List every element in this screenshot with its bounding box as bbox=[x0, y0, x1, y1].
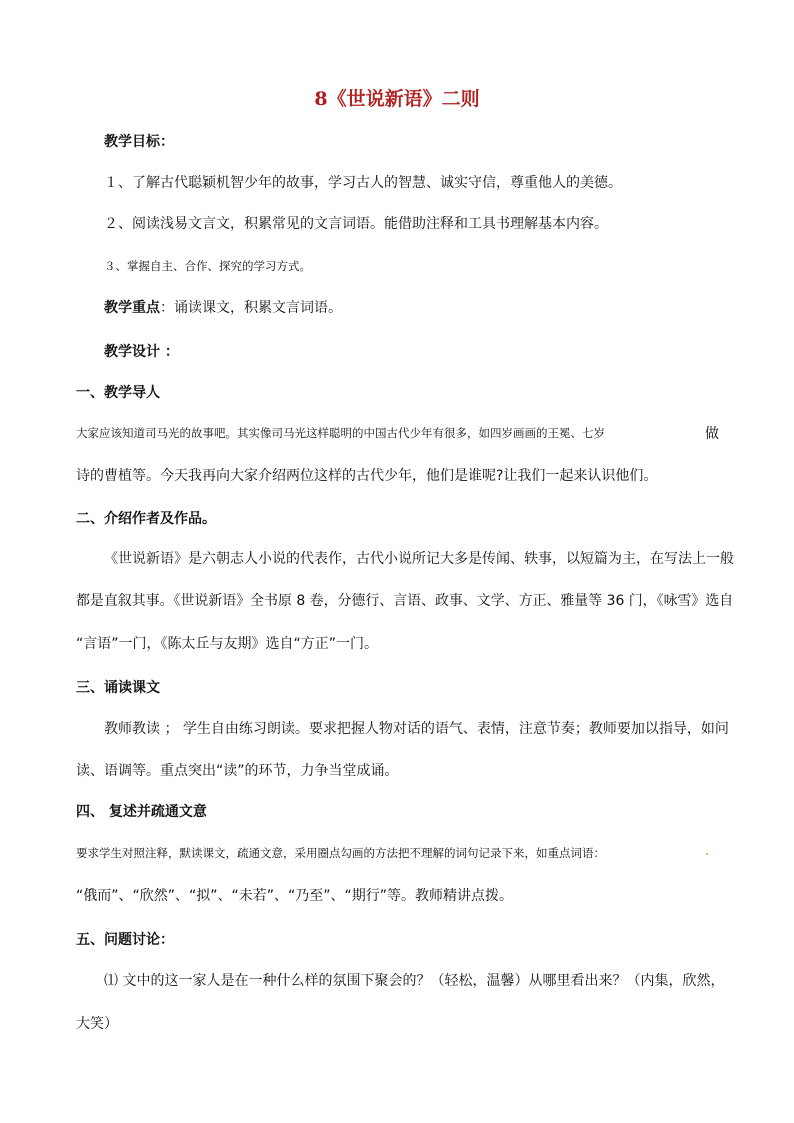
section-1-heading: 一、教学导人 bbox=[76, 385, 160, 401]
goal-item-1: １、了解古代聪颖机智少年的故事，学习古人的智慧、诚实守信，尊重他人的美德。 bbox=[104, 175, 622, 191]
design-heading: 教学设计 ： bbox=[104, 344, 179, 360]
page-title: 8《世说新语》二则 bbox=[314, 88, 480, 110]
goals-heading: 教学目标： bbox=[104, 134, 174, 150]
goal-item-3: ３、掌握自主、合作、探究的学习方式。 bbox=[104, 259, 311, 273]
section-5-line-1: ⑴ 文中的这一家人是在一种什么样的氛围下聚会的？（轻松，温馨）从哪里看出来？（内集，欣然， bbox=[104, 973, 725, 989]
section-4-dot: . bbox=[705, 843, 710, 859]
section-2-line-2: 都是直叙其事。《世说新语》全书原 8 卷，分德行、言语、政事、文学、方正、雅量等 36 门，《咏雪》选自 bbox=[76, 593, 734, 609]
teaching-focus-label: 教学重点 bbox=[104, 300, 160, 316]
section-1-line-2: 诗的曹植等。今天我再向大家介绍两位这样的古代少年，他们是谁呢?让我们一起来认识他们。 bbox=[76, 468, 658, 484]
section-1-line-1: 大家应该知道司马光的故事吧。其实像司马光这样聪明的中国古代少年有很多，如四岁画画的王冕、七岁 bbox=[76, 426, 605, 440]
section-5-line-2: 大笑） bbox=[76, 1016, 118, 1032]
section-2-line-1: 《世说新语》是六朝志人小说的代表作，古代小说所记大多是传闻、轶事，以短篇为主，在写法上一般 bbox=[104, 551, 734, 567]
teaching-focus-text: ：诵读课文，积累文言词语。 bbox=[160, 300, 342, 316]
section-4-line-1: 要求学生对照注释，默读课文，疏通文意，采用圈点勾画的方法把不理解的词句记录下来，如重点词语： bbox=[76, 846, 605, 860]
section-3-heading: 三、诵读课文 bbox=[76, 680, 160, 696]
teaching-focus bbox=[104, 297, 342, 317]
section-4-heading: 四、 复述并疏通文意 bbox=[76, 804, 207, 820]
section-2-line-3: “言语”一门，《陈太丘与友期》选自“方正”一门。 bbox=[76, 636, 379, 652]
goal-item-2: ２、阅读浅易文言文，积累常见的文言词语。能借助注释和工具书理解基本内容。 bbox=[104, 216, 608, 232]
section-3-line-2: 读、语调等。重点突出“读”的环节，力争当堂成诵。 bbox=[76, 763, 399, 779]
section-3-line-1: 教师教读 ； 学生自由练习朗读。要求把握人物对话的语气、表情，注意节奏；教师要加以指导，如问 bbox=[104, 721, 729, 737]
section-4-line-2: “俄而”、“欣然”、“拟”、“未若”、“乃至”、“期行”等。教师精讲点拨。 bbox=[76, 888, 514, 904]
section-5-heading: 五、问题讨论： bbox=[76, 932, 174, 948]
section-2-heading: 二、介绍作者及作品。 bbox=[76, 511, 216, 527]
section-1-line-1-end: 做 bbox=[705, 426, 719, 442]
